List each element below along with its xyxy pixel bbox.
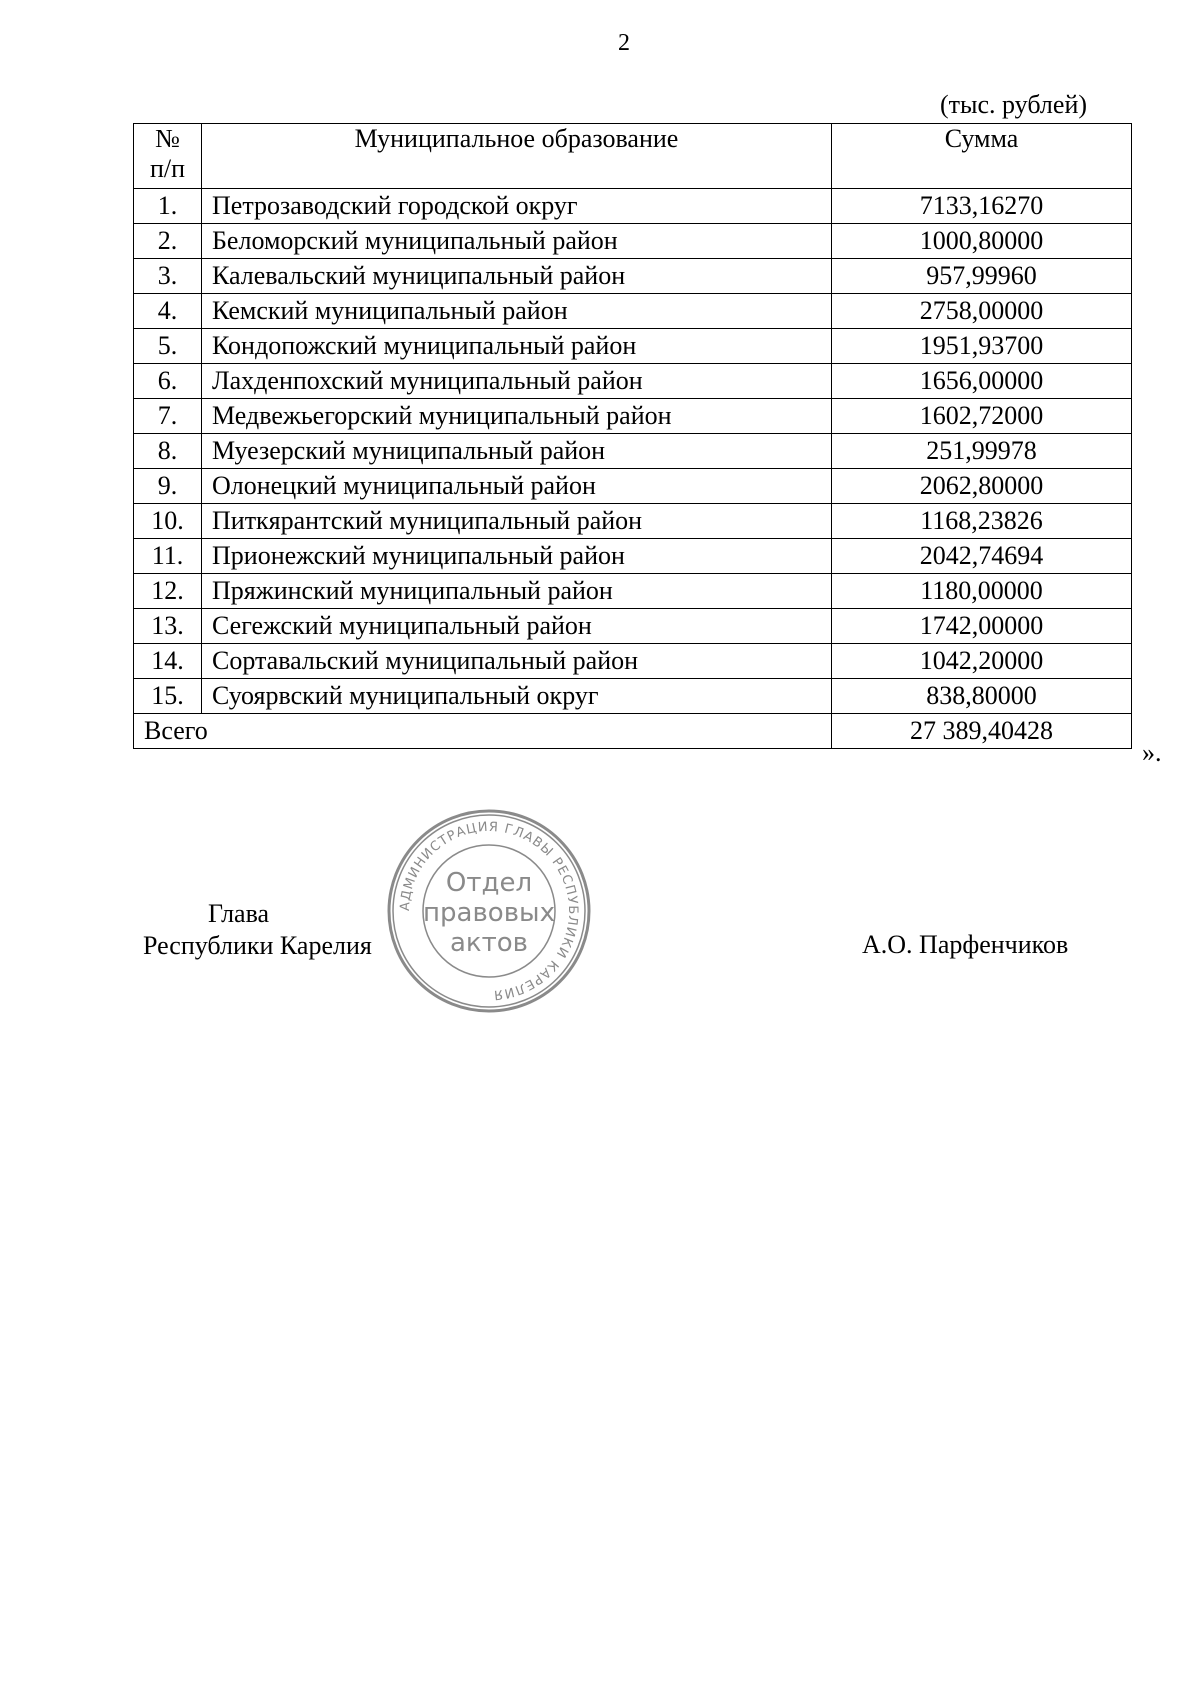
table-row	[134, 539, 1132, 574]
table-row	[134, 224, 1132, 259]
row-sum: 957,99960	[832, 259, 1132, 294]
signature-role	[143, 898, 372, 962]
row-name: Сортавальский муниципальный район	[202, 644, 832, 679]
row-sum: 251,99978	[832, 434, 1132, 469]
row-sum: 2042,74694	[832, 539, 1132, 574]
row-name: Олонецкий муниципальный район	[202, 469, 832, 504]
row-sum: 1000,80000	[832, 224, 1132, 259]
table-row	[134, 504, 1132, 539]
header-sum: Сумма	[832, 124, 1132, 189]
row-sum: 7133,16270	[832, 189, 1132, 224]
page-number: 2	[618, 30, 630, 56]
row-num: 13.	[134, 609, 202, 644]
table-row	[134, 469, 1132, 504]
row-num: 1.	[134, 189, 202, 224]
total-label: Всего	[134, 714, 832, 749]
table-row	[134, 399, 1132, 434]
row-num: 4.	[134, 294, 202, 329]
row-num: 2.	[134, 224, 202, 259]
row-sum: 1042,20000	[832, 644, 1132, 679]
row-name: Прионежский муниципальный район	[202, 539, 832, 574]
row-name: Муезерский муниципальный район	[202, 434, 832, 469]
row-num: 9.	[134, 469, 202, 504]
row-sum: 838,80000	[832, 679, 1132, 714]
table-row	[134, 329, 1132, 364]
row-sum: 1180,00000	[832, 574, 1132, 609]
row-name: Пряжинский муниципальный район	[202, 574, 832, 609]
table-row	[134, 294, 1132, 329]
row-sum: 1951,93700	[832, 329, 1132, 364]
unit-note: (тыс. рублей)	[940, 90, 1088, 119]
funds-table	[133, 123, 1132, 749]
header-name: Муниципальное образование	[202, 124, 832, 189]
table-row	[134, 609, 1132, 644]
row-num: 12.	[134, 574, 202, 609]
table-row	[134, 189, 1132, 224]
table-row	[134, 364, 1132, 399]
row-name: Беломорский муниципальный район	[202, 224, 832, 259]
total-row	[134, 714, 1132, 749]
row-sum: 2758,00000	[832, 294, 1132, 329]
stamp-ring-text: АДМИНИСТРАЦИЯ ГЛАВЫ РЕСПУБЛИКИ КАРЕЛИЯ	[397, 819, 581, 1003]
header-num: № п/п	[134, 124, 202, 189]
row-name: Кемский муниципальный район	[202, 294, 832, 329]
table-row	[134, 644, 1132, 679]
row-name: Калевальский муниципальный район	[202, 259, 832, 294]
row-num: 3.	[134, 259, 202, 294]
closing-quote: ».	[1142, 738, 1162, 767]
row-name: Суоярвский муниципальный округ	[202, 679, 832, 714]
stamp-line-1: Отдел	[445, 868, 533, 898]
row-name: Кондопожский муниципальный район	[202, 329, 832, 364]
row-sum: 2062,80000	[832, 469, 1132, 504]
role-line-1: Глава	[208, 899, 270, 928]
row-name: Лахденпохский муниципальный район	[202, 364, 832, 399]
row-name: Сегежский муниципальный район	[202, 609, 832, 644]
role-line-2: Республики Карелия	[143, 931, 372, 960]
stamp-line-3: актов	[449, 928, 529, 958]
table-body	[134, 189, 1132, 714]
table-row	[134, 679, 1132, 714]
row-num: 6.	[134, 364, 202, 399]
row-num: 7.	[134, 399, 202, 434]
row-sum: 1742,00000	[832, 609, 1132, 644]
table-row	[134, 434, 1132, 469]
table-header-row	[134, 124, 1132, 189]
row-sum: 1656,00000	[832, 364, 1132, 399]
row-num: 5.	[134, 329, 202, 364]
row-sum: 1168,23826	[832, 504, 1132, 539]
row-name: Питкярантский муниципальный район	[202, 504, 832, 539]
table-row	[134, 574, 1132, 609]
row-num: 8.	[134, 434, 202, 469]
row-name: Петрозаводский городской округ	[202, 189, 832, 224]
row-num: 14.	[134, 644, 202, 679]
signer-name: А.О. Парфенчиков	[862, 930, 1069, 959]
table-row	[134, 259, 1132, 294]
row-sum: 1602,72000	[832, 399, 1132, 434]
stamp-line-2: правовых	[423, 898, 555, 928]
row-num: 15.	[134, 679, 202, 714]
row-num: 10.	[134, 504, 202, 539]
total-sum: 27 389,40428	[832, 714, 1132, 749]
row-num: 11.	[134, 539, 202, 574]
row-name: Медвежьегорский муниципальный район	[202, 399, 832, 434]
official-stamp	[384, 806, 594, 1016]
